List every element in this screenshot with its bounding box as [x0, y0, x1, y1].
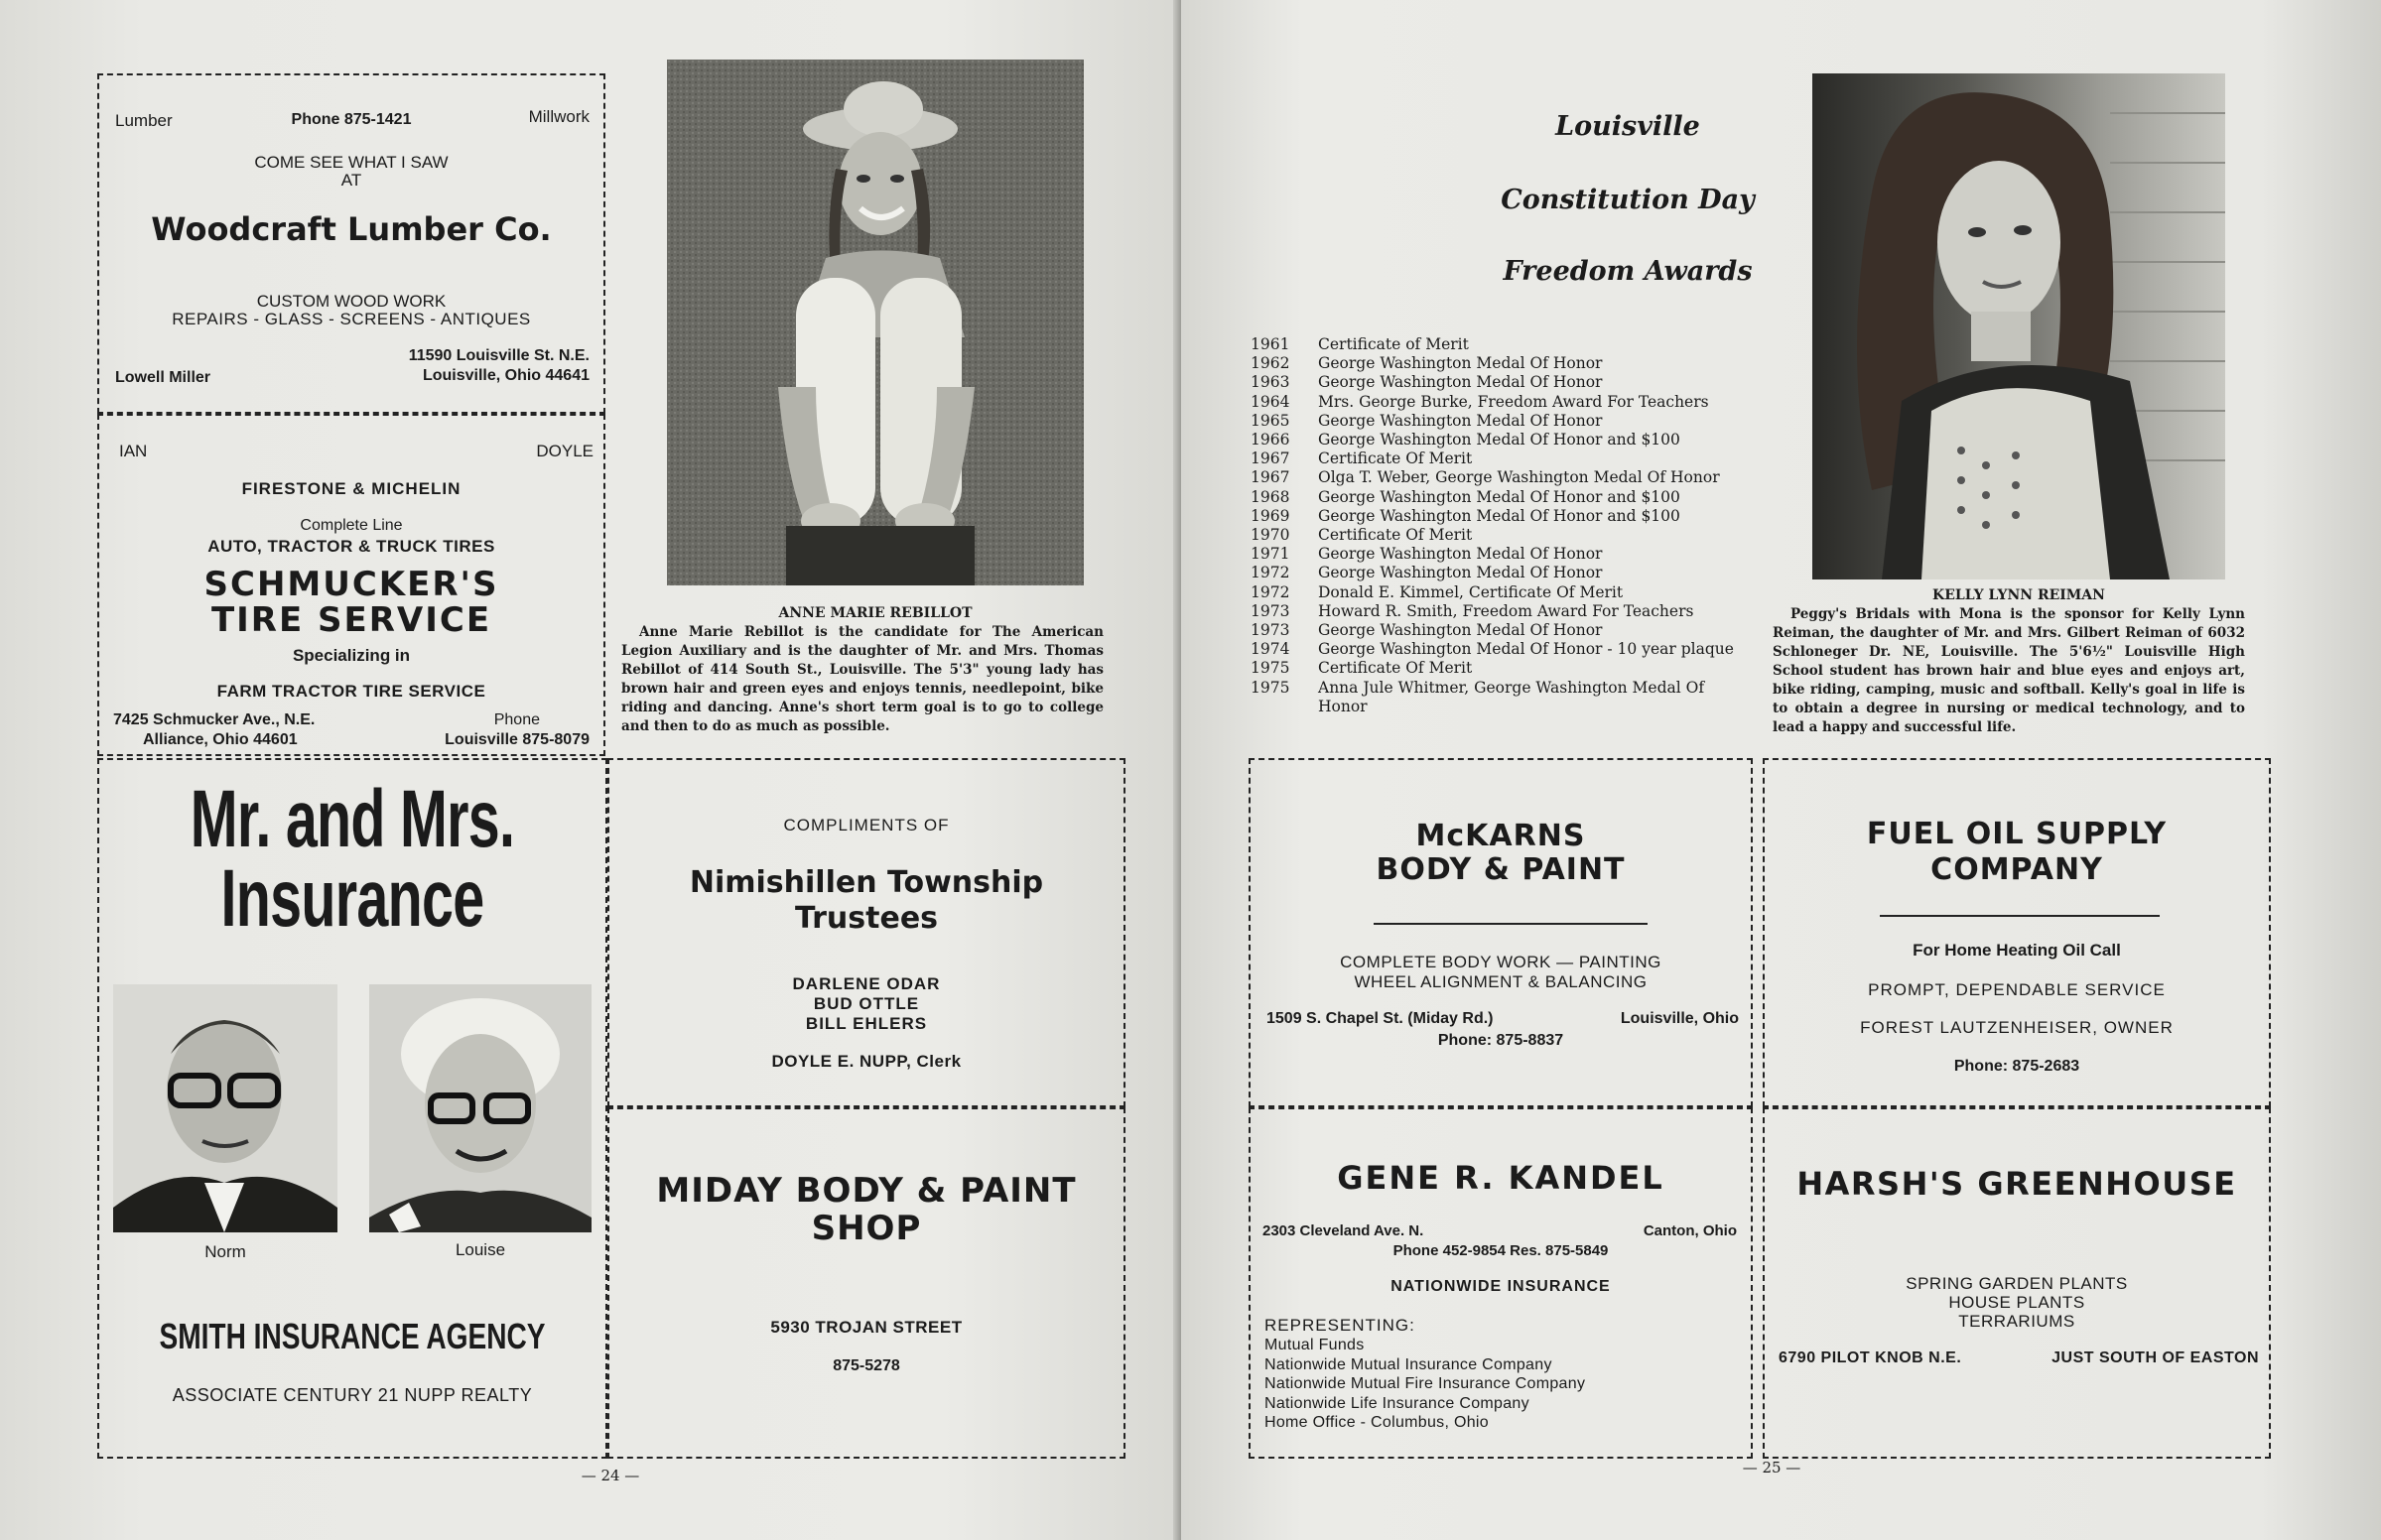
fuel-oil-divider — [1880, 915, 2160, 917]
schmucker-tire-ad — [97, 414, 605, 756]
award-year: 1972 — [1251, 582, 1290, 601]
mckarns-divider — [1374, 923, 1648, 925]
award-year: 1964 — [1251, 392, 1290, 411]
award-description: George Washington Medal Of Honor — [1318, 621, 1603, 639]
schmucker-phone: Louisville 875-8079 — [445, 731, 590, 748]
schmucker-name: SCHMUCKER'S — [203, 565, 499, 604]
woodcraft-services-list: REPAIRS - GLASS - SCREENS - ANTIQUES — [172, 310, 531, 328]
nimishillen-trustees-ad — [607, 758, 1125, 1107]
mckarns-address: 1509 S. Chapel St. (Miday Rd.) — [1266, 1010, 1494, 1027]
right-page — [1181, 0, 2381, 1540]
award-description: George Washington Medal Of Honor — [1318, 545, 1603, 564]
awards-title-louisville: Louisville — [1555, 111, 1700, 142]
award-description: Certificate Of Merit — [1318, 526, 1473, 544]
product-item: SPRING GARDEN PLANTS — [1906, 1274, 2128, 1293]
insurance-headline-line2: Insurance — [220, 853, 484, 944]
trustee-3: BILL EHLERS — [805, 1014, 928, 1033]
specializing-in: Specializing in — [292, 646, 411, 665]
representing-item: Nationwide Life Insurance Company — [1264, 1394, 1529, 1412]
kandel-representing-list — [1264, 1336, 1585, 1433]
representing-item: Nationwide Mutual Fire Insurance Company — [1264, 1375, 1586, 1392]
woodcraft-lumber-ad — [97, 73, 605, 414]
woman-portrait-illustration — [1812, 73, 2225, 579]
award-description: George Washington Medal Of Honor - 10 year plaque — [1318, 640, 1734, 659]
award-year: 1962 — [1251, 354, 1290, 373]
louise-caption: Louise — [455, 1240, 506, 1259]
award-year: 1966 — [1251, 431, 1290, 449]
girl-with-hat-illustration — [667, 60, 1084, 585]
fuel-oil-name: FUEL OIL SUPPLY — [1866, 817, 2168, 851]
woodcraft-address-city: Louisville, Ohio 44641 — [422, 367, 590, 384]
award-description: George Washington Medal Of Honor and $100 — [1318, 431, 1680, 449]
product-item: HOUSE PLANTS — [1948, 1293, 2085, 1312]
rebillot-photo — [667, 60, 1084, 585]
mckarns-phone: Phone: 875-8837 — [1437, 1032, 1564, 1049]
awards-list — [1251, 335, 1767, 732]
award-description: George Washington Medal Of Honor and $100 — [1318, 487, 1680, 506]
award-description: Certificate Of Merit — [1318, 449, 1473, 468]
mckarns-service-2: WHEEL ALIGNMENT & BALANCING — [1354, 972, 1648, 991]
schmucker-address-street: 7425 Schmucker Ave., N.E. — [113, 711, 316, 728]
woodcraft-phone: Phone 875-1421 — [291, 111, 412, 128]
millwork-label: Millwork — [528, 107, 590, 126]
miday-street: 5930 TROJAN STREET — [770, 1318, 963, 1337]
schmucker-phone-label: Phone — [493, 711, 540, 728]
mckarns-body-paint: BODY & PAINT — [1376, 852, 1626, 887]
miday-name: MIDAY BODY & PAINT — [656, 1171, 1077, 1211]
award-year: 1974 — [1251, 640, 1290, 659]
award-year: 1972 — [1251, 564, 1290, 582]
smith-agency-name: SMITH INSURANCE AGENCY — [159, 1316, 546, 1356]
award-year: 1973 — [1251, 601, 1290, 620]
louise-photo — [369, 984, 592, 1232]
reiman-bio: Peggy's Bridals with Mona is the sponsor for Kelly Lynn Reiman, the daughter of Mr. and Mrs. Gilbert Reiman of 6032 Schloneger Dr. NE, Louisville. The 5'6½" Louisville High School student has brown hair and blue eyes and enjoys art, bike riding, camping, music and softball. Kelly's goal in life is to obtain a degree in nursing or medical technology, and to lead a happy and successful life. — [1773, 606, 2245, 735]
township-clerk: DOYLE E. NUPP, Clerk — [771, 1052, 962, 1071]
award-description: Certificate of Merit — [1318, 335, 1469, 353]
award-year: 1961 — [1251, 335, 1290, 353]
mckarns-city: Louisville, Ohio — [1620, 1010, 1739, 1027]
left-page — [0, 0, 1181, 1540]
schmucker-address-city: Alliance, Ohio 44601 — [143, 731, 298, 748]
award-description: George Washington Medal Of Honor — [1318, 373, 1603, 392]
award-year: 1967 — [1251, 468, 1290, 487]
fuel-oil-owner: FOREST LAUTZENHEISER, OWNER — [1860, 1018, 2174, 1037]
trustee-1: DARLENE ODAR — [792, 974, 941, 993]
harsh-greenhouse-name: HARSH'S GREENHOUSE — [1796, 1165, 2237, 1203]
complete-line: Complete Line — [300, 517, 403, 534]
award-year: 1975 — [1251, 678, 1290, 697]
award-year: 1969 — [1251, 506, 1290, 525]
award-year: 1965 — [1251, 411, 1290, 430]
fuel-oil-company: COMPANY — [1930, 852, 2103, 887]
woodcraft-tagline: COME SEE WHAT I SAW — [254, 153, 449, 172]
heating-oil-call: For Home Heating Oil Call — [1913, 941, 2121, 960]
reiman-photo — [1812, 73, 2225, 579]
award-description: George Washington Medal Of Honor and $100 — [1318, 506, 1680, 525]
tire-types: AUTO, TRACTOR & TRUCK TIRES — [207, 537, 495, 556]
nimishillen-name: Nimishillen Township — [689, 865, 1044, 900]
award-description: Mrs. George Burke, Freedom Award For Teachers — [1318, 392, 1709, 411]
tire-brands: FIRESTONE & MICHELIN — [241, 479, 462, 498]
lumber-label: Lumber — [115, 111, 173, 130]
harsh-location: JUST SOUTH OF EASTON — [2051, 1349, 2259, 1366]
kandel-phone: Phone 452-9854 Res. 875-5849 — [1392, 1242, 1609, 1259]
mckarns-body-paint-ad — [1249, 758, 1753, 1107]
award-year: 1968 — [1251, 487, 1290, 506]
award-year: 1970 — [1251, 526, 1290, 544]
insurance-headline-line1: Mr. and Mrs. — [190, 774, 515, 864]
right-contact-name: DOYLE — [536, 442, 594, 460]
award-description: George Washington Medal Of Honor — [1318, 564, 1603, 582]
kandel-city: Canton, Ohio — [1643, 1222, 1737, 1239]
representing-item: Home Office - Columbus, Ohio — [1264, 1414, 1489, 1431]
representing-item: Nationwide Mutual Insurance Company — [1264, 1355, 1552, 1373]
gene-kandel-insurance-ad — [1249, 1107, 1753, 1459]
woodcraft-tagline-at: AT — [340, 171, 362, 190]
woodcraft-owner: Lowell Miller — [115, 369, 211, 386]
woodcraft-name: Woodcraft Lumber Co. — [151, 210, 552, 248]
award-year: 1963 — [1251, 373, 1290, 392]
harsh-greenhouse-ad — [1763, 1107, 2271, 1459]
award-description: Olga T. Weber, George Washington Medal Of Honor — [1318, 468, 1720, 487]
rebillot-bio: Anne Marie Rebillot is the candidate for The American Legion Auxiliary and is the daughter of Mr. and Mrs. Thomas Rebillot of 414 South St., Louisville. The 5'3" young lady has brown hair and green eyes and enjoys tennis, needlepoint, bike riding and dancing. Anne's short term goal is to go to college and then to do as much as possible. — [621, 624, 1104, 734]
century-21-associate: ASSOCIATE CENTURY 21 NUPP REALTY — [172, 1385, 533, 1405]
trustees-title: Trustees — [794, 901, 939, 936]
miday-shop: SHOP — [811, 1209, 922, 1248]
award-description: Certificate Of Merit — [1318, 659, 1473, 678]
award-description: Donald E. Kimmel, Certificate Of Merit — [1318, 582, 1624, 601]
awards-title-freedom-awards: Freedom Awards — [1503, 256, 1753, 287]
mckarns-name: McKARNS — [1415, 819, 1586, 853]
mckarns-service-1: COMPLETE BODY WORK — PAINTING — [1340, 953, 1661, 971]
product-item: TERRARIUMS — [1958, 1312, 2075, 1331]
compliments-of: COMPLIMENTS OF — [783, 816, 950, 834]
nationwide-insurance: NATIONWIDE INSURANCE — [1390, 1278, 1611, 1295]
rebillot-caption-title: ANNE MARIE REBILLOT — [778, 605, 973, 621]
norm-caption: Norm — [204, 1242, 246, 1261]
woodcraft-address-street: 11590 Louisville St. N.E. — [408, 347, 590, 364]
fuel-oil-slogan: PROMPT, DEPENDABLE SERVICE — [1868, 980, 2166, 999]
miday-body-shop-ad — [607, 1107, 1125, 1459]
award-year: 1967 — [1251, 449, 1290, 468]
tire-service-name: TIRE SERVICE — [210, 600, 492, 640]
award-description: George Washington Medal Of Honor — [1318, 411, 1603, 430]
reiman-caption-title: KELLY LYNN REIMAN — [1932, 587, 2105, 603]
fuel-oil-supply-ad — [1763, 758, 2271, 1107]
woodcraft-services: CUSTOM WOOD WORK — [256, 292, 447, 311]
kandel-name: GENE R. KANDEL — [1337, 1159, 1664, 1197]
norm-photo — [113, 984, 337, 1232]
miday-phone: 875-5278 — [833, 1357, 900, 1374]
award-description: Anna Jule Whitmer, George Washington Medal Of Honor — [1318, 678, 1705, 715]
award-year: 1973 — [1251, 621, 1290, 639]
award-year: 1975 — [1251, 659, 1290, 678]
trustee-2: BUD OTTLE — [813, 994, 920, 1013]
award-description: George Washington Medal Of Honor — [1318, 354, 1603, 373]
greenhouse-products — [1765, 1274, 2269, 1331]
representing-label: REPRESENTING: — [1264, 1316, 1415, 1335]
fuel-oil-phone: Phone: 875-2683 — [1953, 1058, 2080, 1075]
farm-tire-service: FARM TRACTOR TIRE SERVICE — [216, 682, 486, 701]
page-number-24: — 24 — — [581, 1467, 640, 1484]
smith-insurance-ad — [97, 758, 607, 1459]
harsh-address: 6790 PILOT KNOB N.E. — [1779, 1349, 1962, 1366]
left-contact-name: IAN — [119, 442, 148, 460]
page-number-25: — 25 — — [1742, 1459, 1801, 1476]
representing-item: Mutual Funds — [1264, 1337, 1365, 1353]
award-description: Howard R. Smith, Freedom Award For Teachers — [1318, 601, 1694, 620]
award-year: 1971 — [1251, 545, 1290, 564]
kandel-address: 2303 Cleveland Ave. N. — [1262, 1222, 1424, 1239]
awards-title-constitution-day: Constitution Day — [1501, 185, 1755, 215]
